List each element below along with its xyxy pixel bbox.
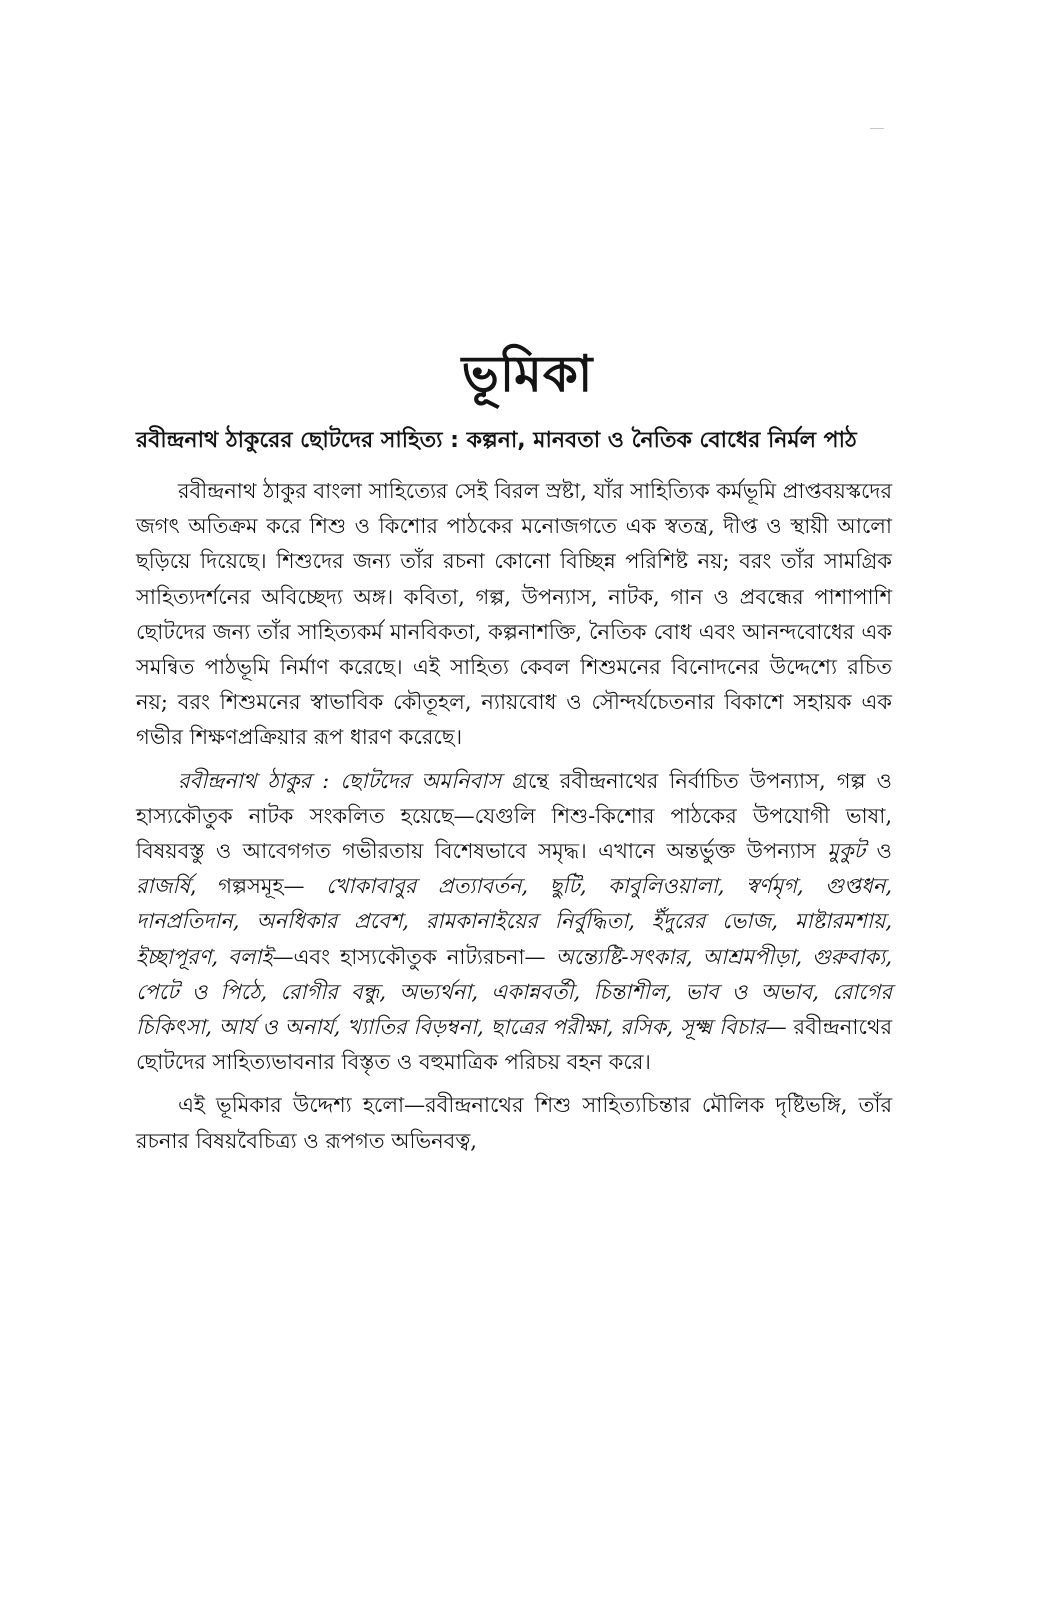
paragraph-3: এই ভূমিকার উদ্দেশ্য হলো—রবীন্দ্রনাথের শিশু সাহিত্যচিন্তার মৌলিক দৃষ্টিভঙ্গি, তাঁর রচনার বিষয়বৈচিত্র্য ও রূপগত অভিনবত্ব, [136, 1093, 892, 1153]
paragraph-2-text-1: গ্রন্থে রবীন্দ্রনাথের নির্বাচিত উপন্যাস, গল্প ও হাস্যকৌতুক নাটক সংকলিত হয়েছে—যেগুলি শিশু-কিশোর পাঠকের উপযোগী ভাষা, বিষয়বস্তু ও আবেগগত গভীরতায় বিশেষভাবে সমৃদ্ধ। এখানে অন্তর্ভুক্ত উপন্যাস [136, 768, 892, 864]
paragraph-2-text-3: , গল্পসমূহ— [190, 874, 327, 899]
play-titles: অন্ত্যেষ্টি-সৎকার, আশ্রমপীড়া, গুরুবাক্য, পেটে ও পিঠে, রোগীর বন্ধু, অভ্যর্থনা, একান্নবর্তী, চিন্তাশীল, ভাব ও অভাব, রোগের চিকিৎসা, আর্য ও অনার্য, খ্যাতির বিড়ম্বনা, ছাত্রের পরীক্ষা, রসিক, সূক্ষ্ম বিচার [136, 944, 892, 1040]
paragraph-2-text-5: — রবীন্দ্রনাথের ছোটদের সাহিত্যভাবনার বিস্তৃত ও বহুমাত্রিক পরিচয় বহন করে। [136, 1015, 893, 1075]
paragraph-1: রবীন্দ্রনাথ ঠাকুর বাংলা সাহিত্যের সেই বিরল স্রষ্টা, যাঁর সাহিত্যিক কর্মভূমি প্রাপ্তবয়স্কদের জগৎ অতিক্রম করে শিশু ও কিশোর পাঠকের মনোজগতে এক স্বতন্ত্র, দীপ্ত ও স্থায়ী আলো ছড়িয়ে দিয়েছে। শিশুদের জন্য তাঁর রচনা কোনো বিচ্ছিন্ন পরিশিষ্ট নয়; বরং তাঁর সামগ্রিক সাহিত্যদর্শনের অবিচ্ছেদ্য অঙ্গ। কবিতা, গল্প, উপন্যাস, নাটক, গান ও প্রবন্ধের পাশাপাশি ছোটদের জন্য তাঁর সাহিত্যকর্ম মানবিকতা, কল্পনাশক্তি, নৈতিক বোধ এবং আনন্দবোধের এক সমন্বিত পাঠভূমি নির্মাণ করেছে। এই সাহিত্য কেবল শিশুমনের বিনোদনের উদ্দেশ্যে রচিত নয়; বরং শিশুমনের স্বাভাবিক কৌতূহল, ন্যায়বোধ ও সৌন্দর্যচেতনার বিকাশে সহায়ক এক গভীর শিক্ষণপ্রক্রিয়ার রূপ ধারণ করেছে। [136, 479, 892, 750]
paragraph-2-text-4: —এবং হাস্যকৌতুক নাট্যরচনা— [272, 944, 556, 969]
paragraph-2 [136, 764, 892, 1081]
page-title: ভূমিকা [461, 344, 594, 403]
novel-title-2: রাজর্ষি [136, 874, 191, 899]
body-text [136, 422, 892, 1167]
book-title: রবীন্দ্রনাথ ঠাকুর : ছোটদের অমনিবাস [178, 768, 502, 793]
page-corner-mark [870, 128, 884, 129]
paragraph-2-text-2: ও [865, 839, 892, 864]
section-heading: রবীন্দ্রনাথ ঠাকুরের ছোটদের সাহিত্য : কল্পনা, মানবতা ও নৈতিক বোধের নির্মল পাঠ [136, 428, 857, 453]
novel-title-1: মুকুট [827, 839, 866, 864]
story-titles: খোকাবাবুর প্রত্যাবর্তন, ছুটি, কাবুলিওয়ালা, স্বর্ণমৃগ, গুপ্তধন, দানপ্রতিদান, অনধিকার প্রবেশ, রামকানাইয়ের নির্বুদ্ধিতা, ইঁদুরের ভোজ, মাষ্টারমশায়, ইচ্ছাপূরণ, বলাই [136, 874, 892, 969]
